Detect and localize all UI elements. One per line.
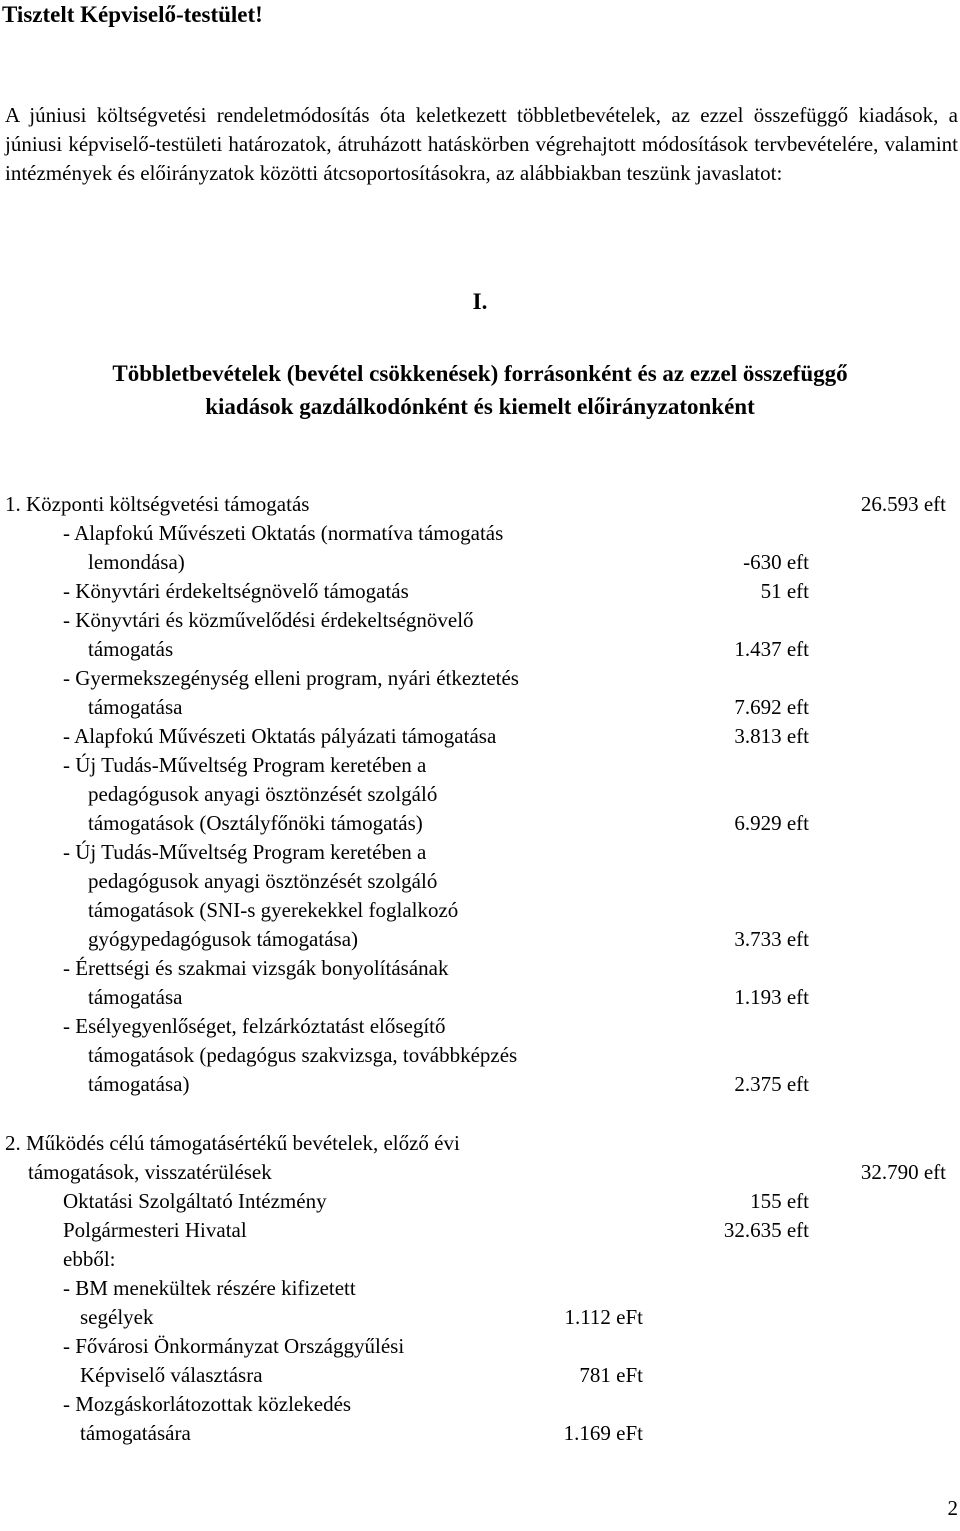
of-which-label: ebből: — [63, 1247, 116, 1271]
list-item-line: támogatások (pedagógus szakvizsga, továbbképzés — [88, 1043, 518, 1067]
block2-heading-line-1: 2. Működés célú támogatásértékű bevételek, előző évi — [5, 1131, 460, 1155]
intro-paragraph: A júniusi költségvetési rendeletmódosítás óta keletkezett többletbevételek, az ezzel összefüggő kiadások, a júniusi képviselő-testületi határozatok, átruházott hatáskörben végrehajtott módosítások tervbevételére, valamint intézmények és előirányzatok közötti átcsoportosításokra, az alábbiakban teszünk javaslatot: — [5, 103, 958, 185]
list-item-line: - BM menekültek részére kifizetett — [63, 1276, 356, 1300]
list-item-amount: 7.692 eft — [734, 695, 809, 719]
list-item-amount: 1.169 eFt — [563, 1421, 643, 1445]
list-item-line: segélyek — [80, 1305, 154, 1329]
block1-total: 26.593 eft — [860, 492, 946, 516]
list-item-line: pedagógusok anyagi ösztönzését szolgáló — [88, 869, 438, 893]
list-item-line: - Gyermekszegénység elleni program, nyári étkeztetés — [63, 666, 519, 690]
list-item-line: gyógypedagógusok támogatása) — [88, 927, 359, 951]
list-item-amount: 2.375 eft — [734, 1072, 809, 1096]
list-item-line: támogatása — [88, 985, 183, 1009]
section-number: I. — [472, 289, 488, 314]
list-item-line: Képviselő választásra — [80, 1363, 263, 1387]
salutation: Tisztelt Képviselő-testület! — [2, 2, 263, 27]
section-title-line-1: Többletbevételek (bevétel csökkenések) forrásonként és az ezzel összefüggő — [112, 361, 848, 386]
block2-heading-line-2: támogatások, visszatérülések — [28, 1160, 272, 1184]
list-item-line: - Új Tudás-Műveltség Program keretében a — [63, 753, 427, 777]
list-item-line: támogatása — [88, 695, 183, 719]
list-item-amount: 1.437 eft — [734, 637, 809, 661]
page-number: 2 — [947, 1496, 958, 1520]
list-item-line: lemondása) — [88, 550, 185, 574]
list-item-line: - Új Tudás-Műveltség Program keretében a — [63, 840, 427, 864]
list-item-line: - Esélyegyenlőséget, felzárkóztatást elősegítő — [63, 1014, 446, 1038]
list-item-line: támogatására — [80, 1421, 191, 1445]
list-item-line: - Könyvtári érdekeltségnövelő támogatás — [63, 579, 409, 603]
list-item-amount: 781 eFt — [579, 1363, 643, 1387]
list-item-label: Polgármesteri Hivatal — [63, 1218, 247, 1242]
block2-total: 32.790 eft — [860, 1160, 946, 1184]
list-item-amount: 1.193 eft — [734, 985, 809, 1009]
block1-heading: 1. Központi költségvetési támogatás — [5, 492, 310, 516]
list-item-line: támogatás — [88, 637, 174, 661]
list-item-line: - Mozgáskorlátozottak közlekedés — [63, 1392, 352, 1416]
list-item-line: - Alapfokú Művészeti Oktatás (normatíva támogatás — [63, 521, 504, 545]
list-item-line: támogatások (Osztályfőnöki támogatás) — [88, 811, 423, 835]
list-item-line: - Érettségi és szakmai vizsgák bonyolításának — [63, 956, 449, 980]
list-item-amount: 32.635 eft — [723, 1218, 809, 1242]
list-item-amount: 1.112 eFt — [564, 1305, 643, 1329]
list-item-amount: -630 eft — [743, 550, 809, 574]
list-item-amount: 155 eft — [750, 1189, 809, 1213]
list-item-line: pedagógusok anyagi ösztönzését szolgáló — [88, 782, 438, 806]
list-item-line: támogatások (SNI-s gyerekekkel foglalkozó — [88, 898, 459, 922]
list-item-label: Oktatási Szolgáltató Intézmény — [63, 1189, 327, 1213]
section-title — [0, 357, 960, 423]
section-title-line-2: kiadások gazdálkodónként és kiemelt előirányzatonként — [205, 394, 755, 419]
list-item-amount: 51 eft — [760, 579, 809, 603]
list-item-amount: 3.813 eft — [734, 724, 809, 748]
list-item-line: - Alapfokú Művészeti Oktatás pályázati támogatása — [63, 724, 497, 748]
list-item-amount: 3.733 eft — [734, 927, 809, 951]
list-item-line: - Könyvtári és közművelődési érdekeltségnövelő — [63, 608, 474, 632]
list-item-amount: 6.929 eft — [734, 811, 809, 835]
list-item-line: támogatása) — [88, 1072, 190, 1096]
list-item-line: - Fővárosi Önkormányzat Országgyűlési — [63, 1334, 405, 1358]
